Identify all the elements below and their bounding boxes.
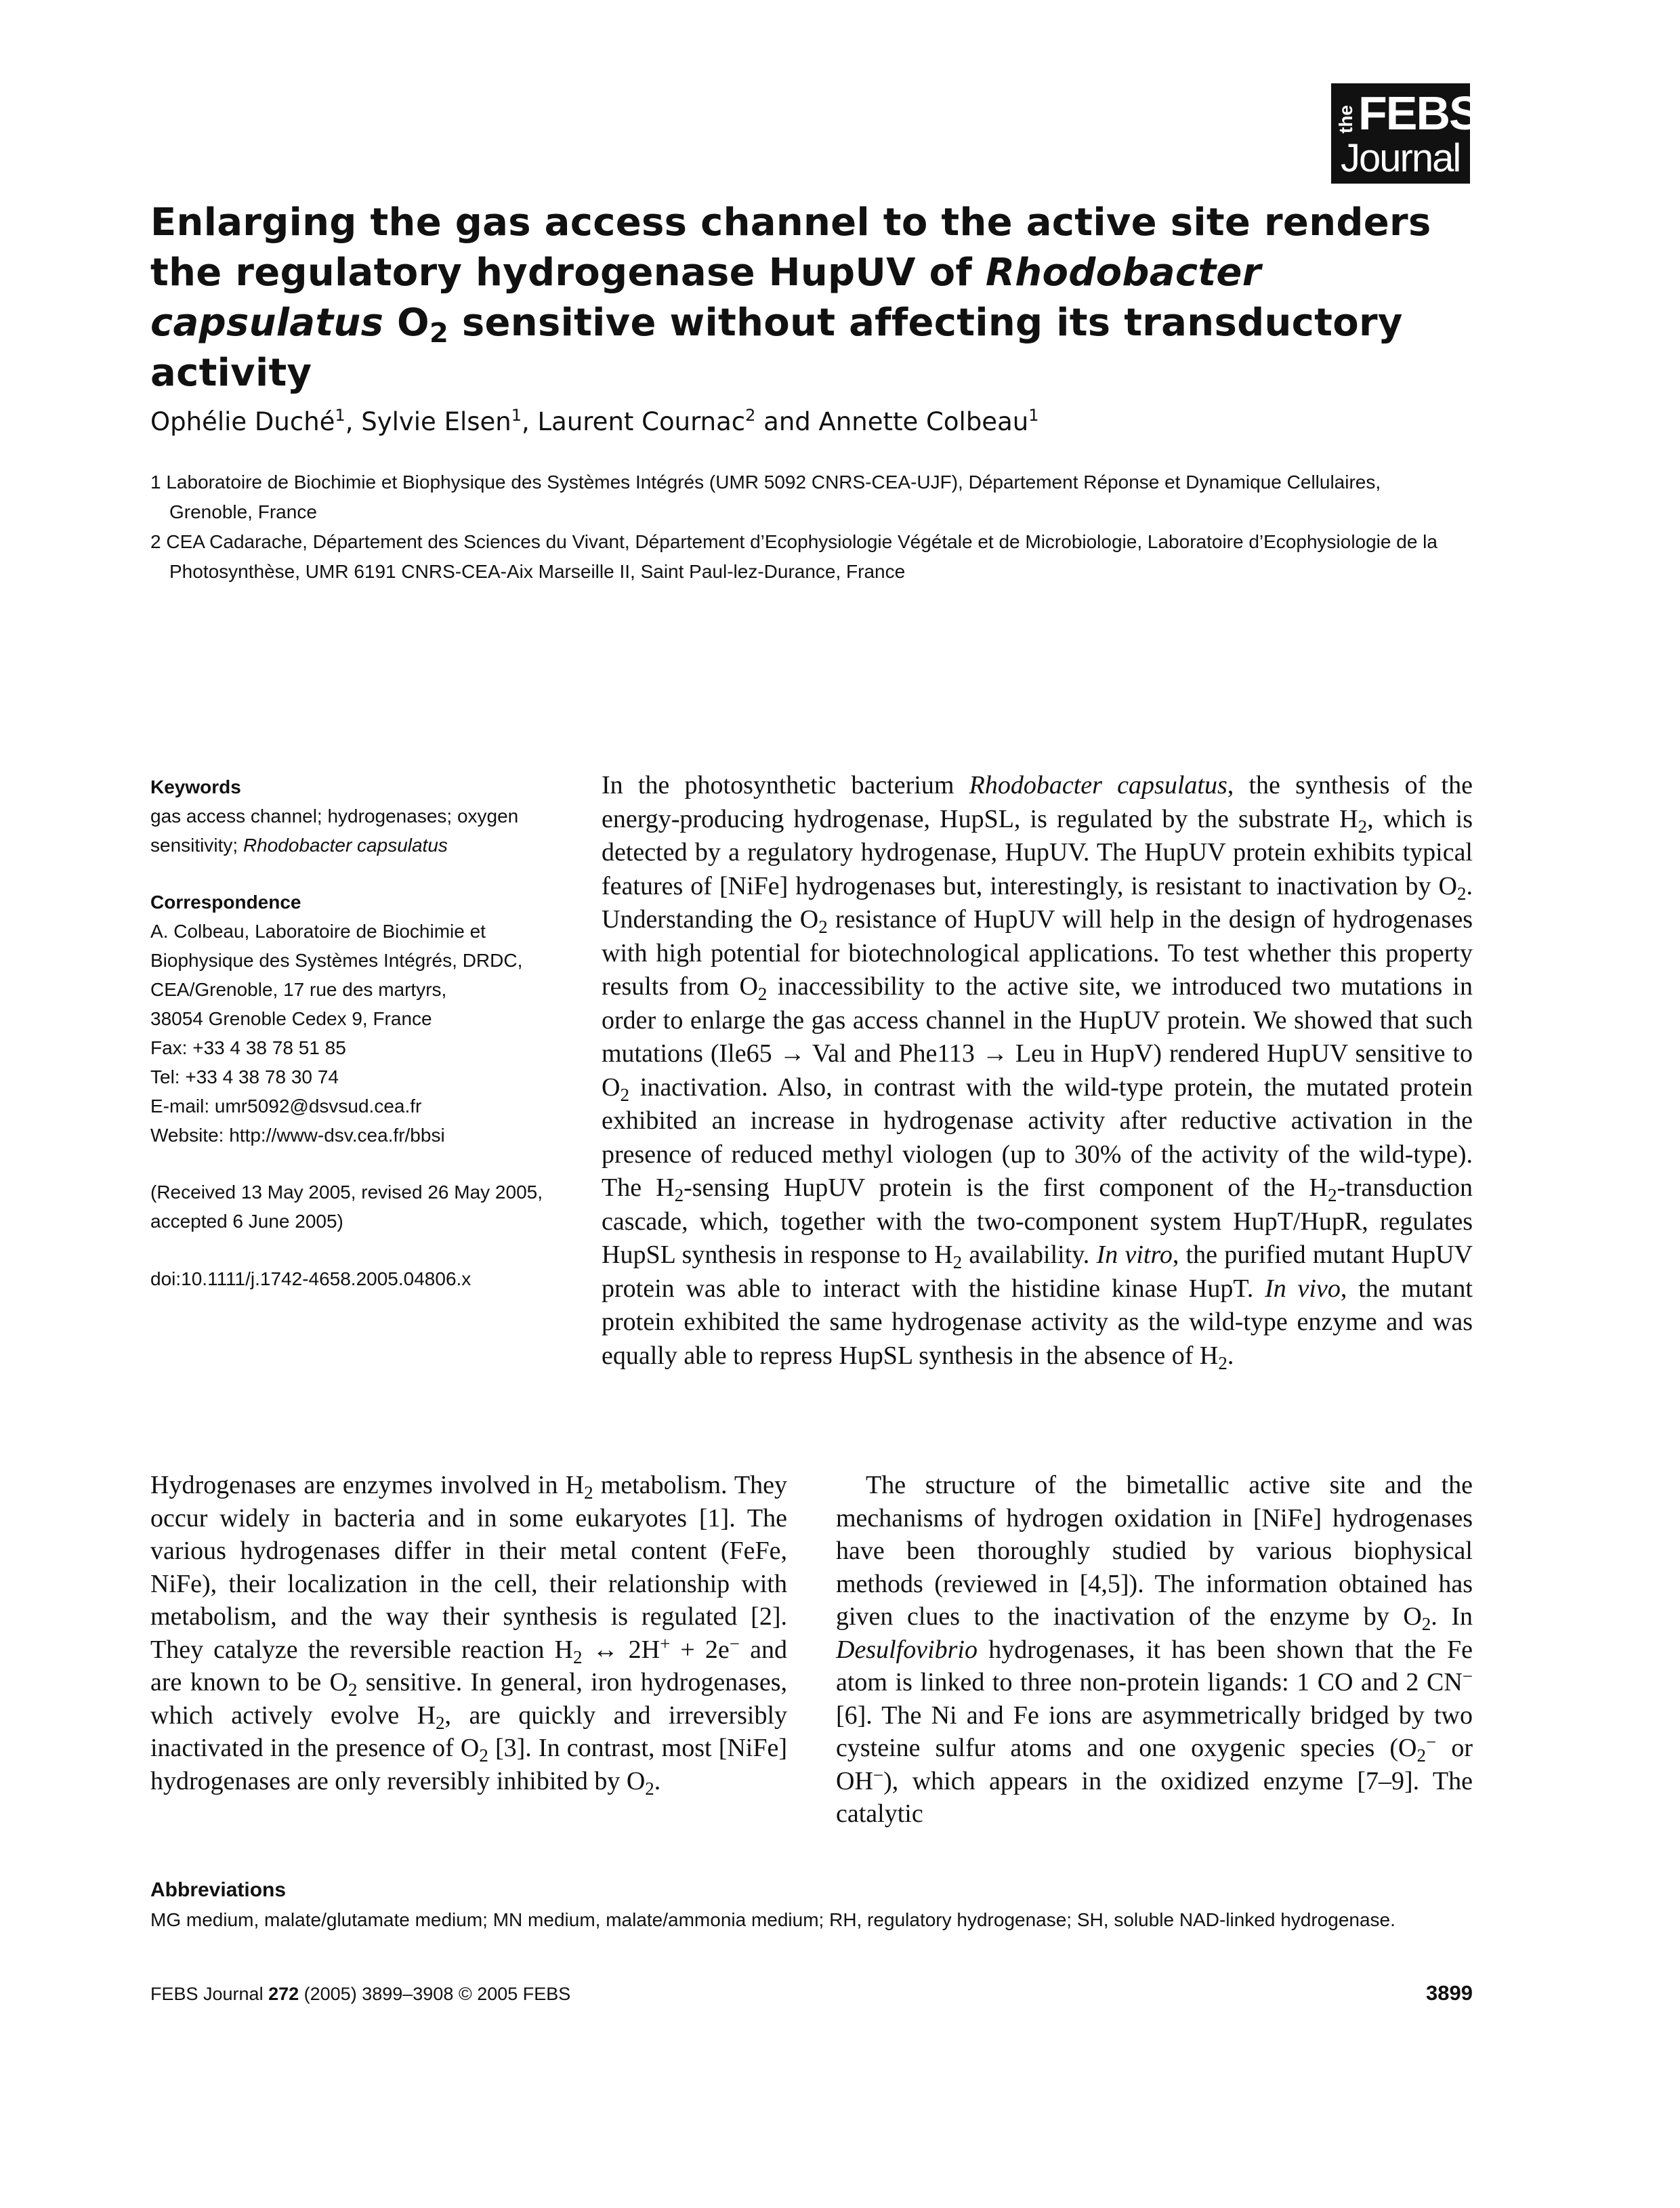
correspondence-line: CEA/Grenoble, 17 rue des martyrs, [150,979,447,1000]
footer-citation: FEBS Journal 272 (2005) 3899–3908 © 2005 FEBS [150,1984,571,2004]
correspondence-line: Biophysique des Systèmes Intégrés, DRDC, [150,950,523,971]
correspondence-section [150,888,570,1150]
affiliation-1: 1 Laboratoire de Biochimie et Biophysique des Systèmes Intégrés (UMR 5092 CNRS-CEA-UJF), Département Réponse et Dynamique Cellulaires, Grenoble, France [150,472,1381,522]
article-title: Enlarging the gas access channel to the active site renders the regulatory hydrogenase HupUV of Rhodobacter capsulatus $O_2$ sensitive without affecting its transductory activity [150,201,1431,395]
author-list: Ophélie Duché$^1$, Sylvie Elsen$^1$, Laurent Cournac$^2$ and Annette Colbeau$^1$ [150,406,1039,436]
logo-febs: FEBS [1358,87,1479,140]
keywords-text: gas access channel; hydrogenases; oxygen sensitivity; Rhodobacter capsulatus [150,806,519,856]
abbreviations-heading: Abbreviations [150,1879,287,1901]
logo-journal: Journal [1341,136,1461,180]
keywords-section [150,772,570,860]
correspondence-tel: Tel: +33 4 38 78 30 74 [150,1066,339,1087]
correspondence-fax: Fax: +33 4 38 78 51 85 [150,1037,346,1058]
affiliation-2: 2 CEA Cadarache, Département des Sciences du Vivant, Département d’Ecophysiologie Végétale et de Microbiologie, Laboratoire d’Ecophysiologie de la Photosynthèse, UMR 6191 CNRS-CEA-Aix Marseille II, Saint Paul-lez-Durance, France [150,531,1437,582]
author-name: Laurent Cournac [537,407,746,436]
correspondence-line: 38054 Grenoble Cedex 9, France [150,1008,432,1029]
doi[interactable]: doi:10.1111/j.1742-4658.2005.04806.x [150,1268,471,1289]
journal-logo [1331,83,1479,184]
abbreviations-text: MG medium, malate/glutamate medium; MN medium, malate/ammonia medium; RH, regulatory hydrogenase; SH, soluble NAD-linked hydrogenase. [150,1909,1395,1930]
abstract: In the photosynthetic bacterium Rhodobacter capsulatus, the synthesis of the energy-producing hydrogenase, HupSL, is regulated by the substrate $H_2$, which is detected by a regulatory hydrogenase, HupUV. The HupUV protein exhibits typical features of [NiFe] hydrogenases but, interestingly, is resistant to inactivation by $O_2$. Understanding the $O_2$ resistance of HupUV will help in the design of hydrogenases with high potential for biotechnological applications. To test whether this property results from $O_2$ inaccessibility to the active site, we introduced two mutations in order to enlarge the gas access channel in the HupUV protein. We showed that such mutations (Ile65 → Val and Phe113 → Leu in HupV) rendered HupUV sensitive to $O_2$ inactivation. Also, in contrast with the wild-type protein, the mutated protein exhibited an increase in hydrogenase activity after reductive activation in the presence of reduced methyl viologen (up to 30% of the activity of the wild-type). The $H_2$-sensing HupUV protein is the first component of the $H_2$-transduction cascade, which, together with the two-component system HupT/HupR, regulates HupSL synthesis in response to $H_2$ availability. In vitro, the purified mutant HupUV protein was able to interact with the histidine kinase HupT. In vivo, the mutant protein exhibited the same hydrogenase activity as the wild-type enzyme and was equally able to repress HupSL synthesis in the absence of $H_2$. [602,771,1473,1373]
keywords-heading: Keywords [150,776,241,797]
correspondence-website[interactable]: Website: http://www-dsv.cea.fr/bbsi [150,1125,445,1146]
body-column-1: Hydrogenases are enzymes involved in $H_2$ metabolism. They occur widely in bacteria and in some eukaryotes [1]. The various hydrogenases differ in their metal content (FeFe, NiFe), their localization in the cell, their relationship with metabolism, and the way their synthesis is regulated [2]. They catalyze the reversible reaction $H_2$ ↔ 2H+ + 2e− and are known to be $O_2$ sensitive. In general, iron hydrogenases, which actively evolve $H_2$, are quickly and irreversibly inactivated in the presence of $O_2$ [3]. In contrast, most [NiFe] hydrogenases are only reversibly inhibited by $O_2$. [150,1471,787,1799]
correspondence-line: A. Colbeau, Laboratoire de Biochimie et [150,921,486,942]
page-number: 3899 [1426,1981,1473,2005]
body-column-2: The structure of the bimetallic active site and the mechanisms of hydrogen oxidation in [NiFe] hydrogenases have been thoroughly studied by various biophysical methods (reviewed in [4,5]). The information obtained has given clues to the inactivation of the enzyme by $O_2$. In Desulfovibrio hydrogenases, it has been shown that the Fe atom is linked to three non-protein ligands: 1 CO and 2 CN− [6]. The Ni and Fe ions are asymmetrically bridged by two cysteine sulfur atoms and one oxygenic species ($O_2^-$ or OH−), which appears in the oxidized enzyme [7–9]. The catalytic [836,1471,1473,1828]
correspondence-heading: Correspondence [150,892,301,913]
logo-the: the [1335,105,1356,133]
author-name: Annette Colbeau [818,407,1029,436]
author-name: Sylvie Elsen [361,407,511,436]
author-name: Ophélie Duché [150,407,335,436]
correspondence-email[interactable]: E-mail: umr5092@dsvsud.cea.fr [150,1096,422,1117]
received-dates: (Received 13 May 2005, revised 26 May 2005, accepted 6 June 2005) [150,1182,543,1232]
